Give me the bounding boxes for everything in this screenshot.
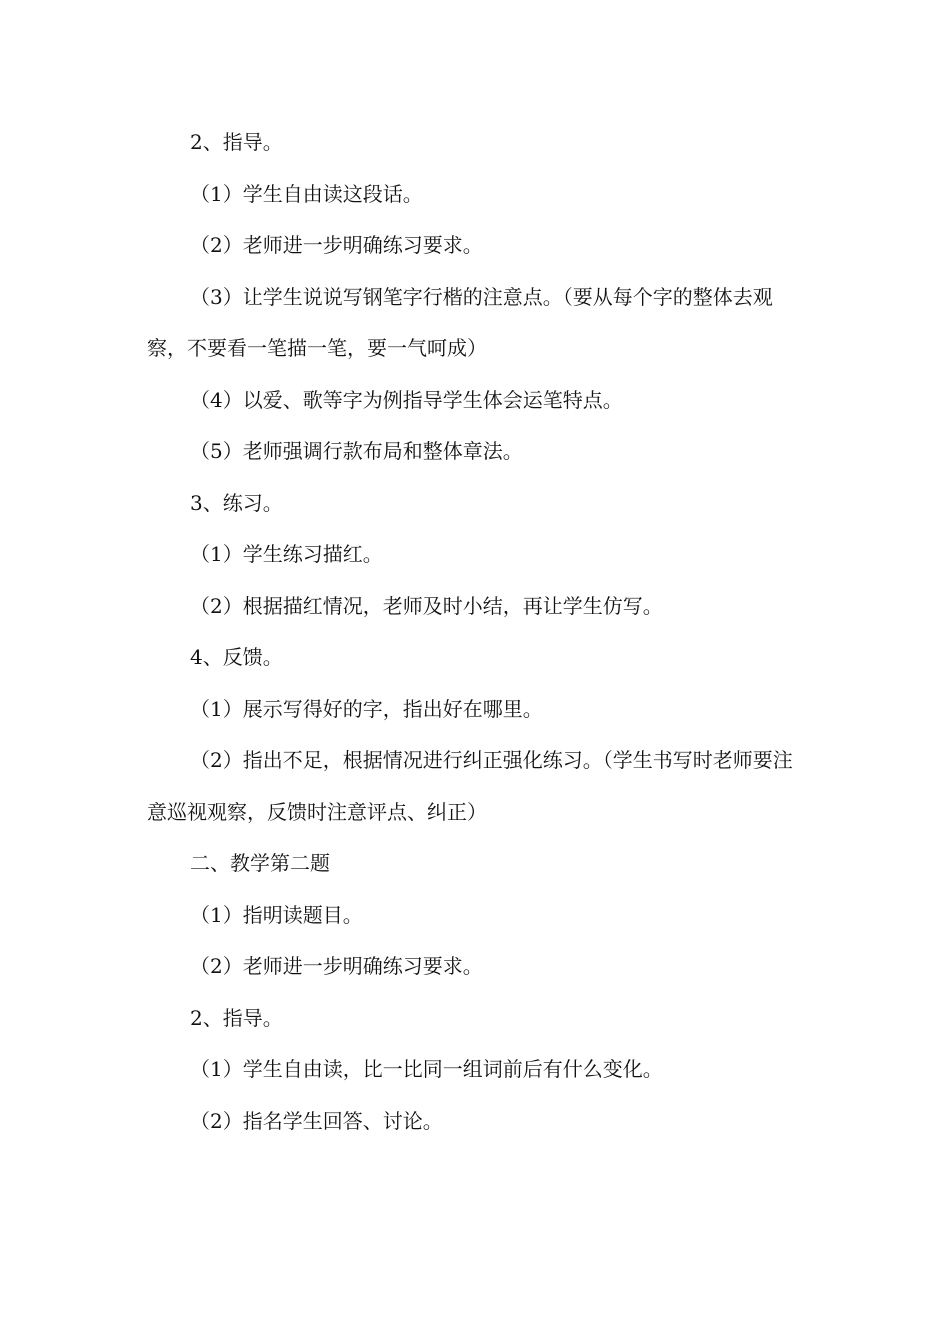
paragraph-step-discussion: （2）指名学生回答、讨论。: [190, 1108, 443, 1133]
paragraph-step-clarify-requirements: （2）老师进一步明确练习要求。: [190, 233, 483, 257]
paragraph-feedback-heading: 4、反馈。: [190, 645, 283, 669]
paragraph-step-show-good-work: （1）展示写得好的字，指出好在哪里。: [190, 696, 543, 721]
paragraph-step-compare-words: （1）学生自由读，比一比同一组词前后有什么变化。: [190, 1057, 663, 1081]
paragraph-section-two-heading: 二、教学第二题: [190, 851, 330, 875]
paragraph-guidance-heading-2: 2、指导。: [190, 1005, 283, 1030]
paragraph-step-writing-points: （3）让学生说说写钢笔字行楷的注意点。（要从每个字的整体去观察，不要看一笔描一笔，要一气呵成）: [147, 284, 773, 360]
paragraph-step-correction: （2）指出不足，根据情况进行纠正强化练习。（学生书写时老师要注意巡视观察，反馈时注意评点、纠正）: [147, 748, 793, 824]
document-body: [147, 117, 809, 1147]
paragraph-step-free-reading: （1）学生自由读这段话。: [190, 181, 423, 206]
paragraph-step-layout-emphasis: （5）老师强调行款布局和整体章法。: [190, 439, 523, 463]
paragraph-step-summary-imitation: （2）根据描红情况，老师及时小结，再让学生仿写。: [190, 593, 663, 618]
paragraph-practice-heading: 3、练习。: [190, 490, 283, 515]
paragraph-guidance-heading: 2、指导。: [190, 130, 283, 154]
paragraph-step-stroke-features: （4）以爱、歌等字为例指导学生体会运笔特点。: [190, 387, 623, 412]
paragraph-step-clarify-requirements-2: （2）老师进一步明确练习要求。: [190, 954, 483, 978]
paragraph-step-tracing: （1）学生练习描红。: [190, 542, 383, 566]
paragraph-step-read-question: （1）指明读题目。: [190, 902, 363, 927]
